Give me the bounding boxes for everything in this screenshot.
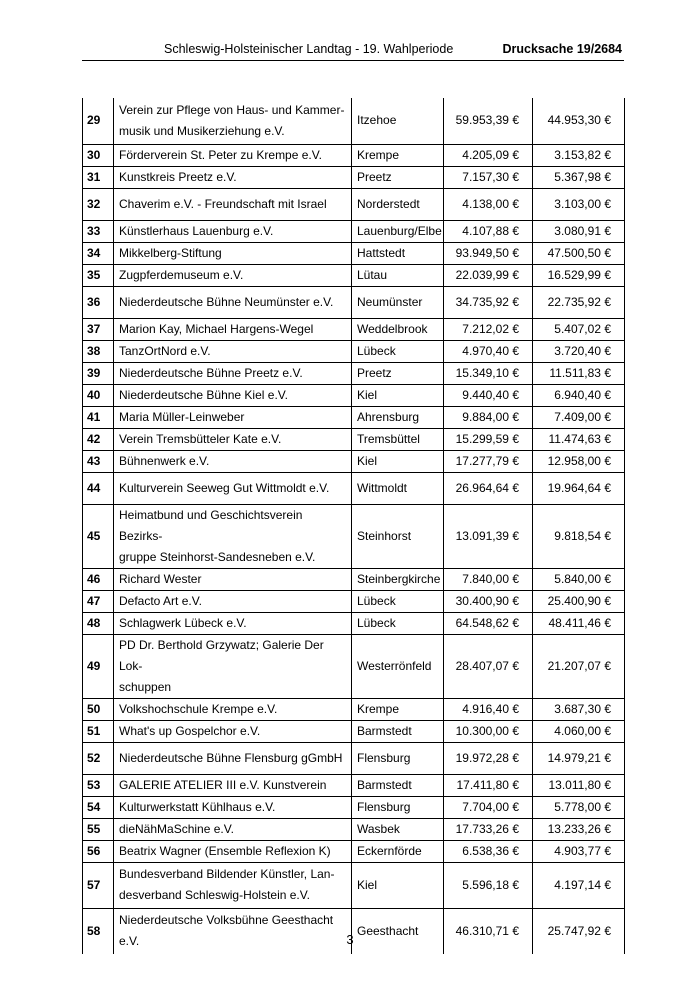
table-row: [83, 612, 625, 634]
organization-name: PD Dr. Berthold Grzywatz; Galerie Der Lok- schuppen: [114, 634, 352, 698]
table-row: [83, 472, 625, 504]
amount-granted: 3.103,00 €: [533, 188, 625, 220]
amount-requested: 19.972,28 €: [444, 742, 533, 774]
row-number: 40: [83, 384, 114, 406]
location: Weddelbrook: [352, 318, 444, 340]
row-number: 32: [83, 188, 114, 220]
organization-name: Beatrix Wagner (Ensemble Reflexion K): [114, 840, 352, 862]
amount-requested: 28.407,07 €: [444, 634, 533, 698]
amount-granted: 4.903,77 €: [533, 840, 625, 862]
table-row: [83, 144, 625, 166]
amount-granted: 19.964,64 €: [533, 472, 625, 504]
amount-granted: 9.818,54 €: [533, 504, 625, 568]
table-row: [83, 428, 625, 450]
amount-requested: 4.970,40 €: [444, 340, 533, 362]
table-row: [83, 384, 625, 406]
amount-requested: 59.953,39 €: [444, 98, 533, 144]
location: Krempe: [352, 144, 444, 166]
location: Lübeck: [352, 590, 444, 612]
row-number: 56: [83, 840, 114, 862]
row-number: 33: [83, 220, 114, 242]
amount-requested: 26.964,64 €: [444, 472, 533, 504]
organization-name: Chaverim e.V. - Freundschaft mit Israel: [114, 188, 352, 220]
organization-name: What's up Gospelchor e.V.: [114, 720, 352, 742]
row-number: 34: [83, 242, 114, 264]
row-number: 58: [83, 908, 114, 954]
amount-requested: 7.704,00 €: [444, 796, 533, 818]
amount-granted: 44.953,30 €: [533, 98, 625, 144]
organization-name: Volkshochschule Krempe e.V.: [114, 698, 352, 720]
row-number: 37: [83, 318, 114, 340]
organization-name: dieNähMaSchine e.V.: [114, 818, 352, 840]
amount-requested: 64.548,62 €: [444, 612, 533, 634]
amount-requested: 9.440,40 €: [444, 384, 533, 406]
row-number: 42: [83, 428, 114, 450]
row-number: 41: [83, 406, 114, 428]
location: Flensburg: [352, 796, 444, 818]
location: Krempe: [352, 698, 444, 720]
table-row: [83, 242, 625, 264]
row-number: 43: [83, 450, 114, 472]
amount-granted: 5.407,02 €: [533, 318, 625, 340]
row-number: 57: [83, 862, 114, 908]
organization-name: Schlagwerk Lübeck e.V.: [114, 612, 352, 634]
location: Ahrensburg: [352, 406, 444, 428]
amount-requested: 4.916,40 €: [444, 698, 533, 720]
organization-name: Maria Müller-Leinweber: [114, 406, 352, 428]
row-number: 36: [83, 286, 114, 318]
amount-requested: 4.138,00 €: [444, 188, 533, 220]
location: Neumünster: [352, 286, 444, 318]
organization-name: Niederdeutsche Bühne Kiel e.V.: [114, 384, 352, 406]
organization-name: Zugpferdemuseum e.V.: [114, 264, 352, 286]
location: Norderstedt: [352, 188, 444, 220]
table-row: [83, 908, 625, 954]
amount-requested: 7.212,02 €: [444, 318, 533, 340]
organization-name: TanzOrtNord e.V.: [114, 340, 352, 362]
organization-name: Niederdeutsche Volksbühne Geesthacht e.V.: [114, 908, 352, 954]
table-row: [83, 340, 625, 362]
row-number: 54: [83, 796, 114, 818]
amount-granted: 13.233,26 €: [533, 818, 625, 840]
table-row: [83, 362, 625, 384]
row-number: 44: [83, 472, 114, 504]
amount-granted: 3.687,30 €: [533, 698, 625, 720]
organization-name: Marion Kay, Michael Hargens-Wegel: [114, 318, 352, 340]
row-number: 46: [83, 568, 114, 590]
row-number: 29: [83, 98, 114, 144]
amount-granted: 11.474,63 €: [533, 428, 625, 450]
location: Tremsbüttel: [352, 428, 444, 450]
page-header: [82, 38, 624, 61]
amount-requested: 17.277,79 €: [444, 450, 533, 472]
amount-granted: 14.979,21 €: [533, 742, 625, 774]
table-row: [83, 220, 625, 242]
amount-granted: 5.367,98 €: [533, 166, 625, 188]
amount-granted: 6.940,40 €: [533, 384, 625, 406]
amount-requested: 46.310,71 €: [444, 908, 533, 954]
location: Lübeck: [352, 340, 444, 362]
amount-requested: 22.039,99 €: [444, 264, 533, 286]
organization-name: Mikkelberg-Stiftung: [114, 242, 352, 264]
organization-name: Künstlerhaus Lauenburg e.V.: [114, 220, 352, 242]
organization-name: Kulturwerkstatt Kühlhaus e.V.: [114, 796, 352, 818]
amount-requested: 93.949,50 €: [444, 242, 533, 264]
table-row: [83, 188, 625, 220]
organization-name: Verein zur Pflege von Haus- und Kammer- musik und Musikerziehung e.V.: [114, 98, 352, 144]
table-row: [83, 406, 625, 428]
organization-name: Defacto Art e.V.: [114, 590, 352, 612]
organization-name: Bundesverband Bildender Künstler, Lan- desverband Schleswig-Holstein e.V.: [114, 862, 352, 908]
amount-requested: 13.091,39 €: [444, 504, 533, 568]
location: Barmstedt: [352, 720, 444, 742]
funding-table: [82, 98, 625, 954]
location: Itzehoe: [352, 98, 444, 144]
header-document-number: Drucksache 19/2684: [502, 42, 622, 56]
amount-granted: 3.080,91 €: [533, 220, 625, 242]
table-row: [83, 98, 625, 144]
amount-granted: 4.197,14 €: [533, 862, 625, 908]
header-title: Schleswig-Holsteinischer Landtag - 19. Wahlperiode: [164, 42, 454, 56]
row-number: 35: [83, 264, 114, 286]
amount-granted: 47.500,50 €: [533, 242, 625, 264]
table-row: [83, 286, 625, 318]
amount-granted: 3.720,40 €: [533, 340, 625, 362]
amount-requested: 17.733,26 €: [444, 818, 533, 840]
amount-requested: 9.884,00 €: [444, 406, 533, 428]
amount-granted: 4.060,00 €: [533, 720, 625, 742]
location: Steinhorst: [352, 504, 444, 568]
amount-requested: 34.735,92 €: [444, 286, 533, 318]
location: Eckernförde: [352, 840, 444, 862]
table-row: [83, 818, 625, 840]
amount-requested: 7.840,00 €: [444, 568, 533, 590]
table-row: [83, 742, 625, 774]
amount-granted: 7.409,00 €: [533, 406, 625, 428]
organization-name: Niederdeutsche Bühne Flensburg gGmbH: [114, 742, 352, 774]
location: Preetz: [352, 166, 444, 188]
table-row: [83, 796, 625, 818]
row-number: 55: [83, 818, 114, 840]
table-row: [83, 774, 625, 796]
table-row: [83, 318, 625, 340]
organization-name: Kulturverein Seeweg Gut Wittmoldt e.V.: [114, 472, 352, 504]
location: Geesthacht: [352, 908, 444, 954]
row-number: 38: [83, 340, 114, 362]
row-number: 39: [83, 362, 114, 384]
location: Preetz: [352, 362, 444, 384]
table-row: [83, 698, 625, 720]
amount-requested: 15.349,10 €: [444, 362, 533, 384]
amount-granted: 25.400,90 €: [533, 590, 625, 612]
table-row: [83, 166, 625, 188]
row-number: 31: [83, 166, 114, 188]
location: Barmstedt: [352, 774, 444, 796]
row-number: 53: [83, 774, 114, 796]
organization-name: GALERIE ATELIER III e.V. Kunstverein: [114, 774, 352, 796]
row-number: 50: [83, 698, 114, 720]
table-row: [83, 634, 625, 698]
row-number: 47: [83, 590, 114, 612]
table-row: [83, 720, 625, 742]
table-row: [83, 840, 625, 862]
table-row: [83, 504, 625, 568]
amount-granted: 5.778,00 €: [533, 796, 625, 818]
location: Wittmoldt: [352, 472, 444, 504]
amount-granted: 25.747,92 €: [533, 908, 625, 954]
amount-granted: 13.011,80 €: [533, 774, 625, 796]
row-number: 49: [83, 634, 114, 698]
amount-requested: 10.300,00 €: [444, 720, 533, 742]
table-row: [83, 568, 625, 590]
amount-granted: 12.958,00 €: [533, 450, 625, 472]
page-number: 3: [346, 932, 354, 947]
amount-requested: 5.596,18 €: [444, 862, 533, 908]
row-number: 52: [83, 742, 114, 774]
row-number: 30: [83, 144, 114, 166]
location: Hattstedt: [352, 242, 444, 264]
amount-requested: 6.538,36 €: [444, 840, 533, 862]
organization-name: Niederdeutsche Bühne Neumünster e.V.: [114, 286, 352, 318]
amount-requested: 15.299,59 €: [444, 428, 533, 450]
row-number: 48: [83, 612, 114, 634]
location: Kiel: [352, 384, 444, 406]
table-row: [83, 862, 625, 908]
location: Lauenburg/Elbe: [352, 220, 444, 242]
organization-name: Kunstkreis Preetz e.V.: [114, 166, 352, 188]
organization-name: Niederdeutsche Bühne Preetz e.V.: [114, 362, 352, 384]
amount-requested: 30.400,90 €: [444, 590, 533, 612]
amount-requested: 17.411,80 €: [444, 774, 533, 796]
amount-requested: 7.157,30 €: [444, 166, 533, 188]
amount-granted: 3.153,82 €: [533, 144, 625, 166]
organization-name: Heimatbund und Geschichtsverein Bezirks- gruppe Steinhorst-Sandesneben e.V.: [114, 504, 352, 568]
organization-name: Richard Wester: [114, 568, 352, 590]
location: Kiel: [352, 862, 444, 908]
location: Flensburg: [352, 742, 444, 774]
location: Lübeck: [352, 612, 444, 634]
location: Lütau: [352, 264, 444, 286]
table-row: [83, 590, 625, 612]
amount-granted: 21.207,07 €: [533, 634, 625, 698]
amount-requested: 4.205,09 €: [444, 144, 533, 166]
row-number: 51: [83, 720, 114, 742]
organization-name: Verein Tremsbütteler Kate e.V.: [114, 428, 352, 450]
organization-name: Bühnenwerk e.V.: [114, 450, 352, 472]
amount-granted: 16.529,99 €: [533, 264, 625, 286]
organization-name: Förderverein St. Peter zu Krempe e.V.: [114, 144, 352, 166]
row-number: 45: [83, 504, 114, 568]
location: Kiel: [352, 450, 444, 472]
table-row: [83, 450, 625, 472]
amount-granted: 5.840,00 €: [533, 568, 625, 590]
amount-requested: 4.107,88 €: [444, 220, 533, 242]
location: Steinbergkirche: [352, 568, 444, 590]
amount-granted: 48.411,46 €: [533, 612, 625, 634]
location: Westerrönfeld: [352, 634, 444, 698]
amount-granted: 11.511,83 €: [533, 362, 625, 384]
table-row: [83, 264, 625, 286]
amount-granted: 22.735,92 €: [533, 286, 625, 318]
location: Wasbek: [352, 818, 444, 840]
